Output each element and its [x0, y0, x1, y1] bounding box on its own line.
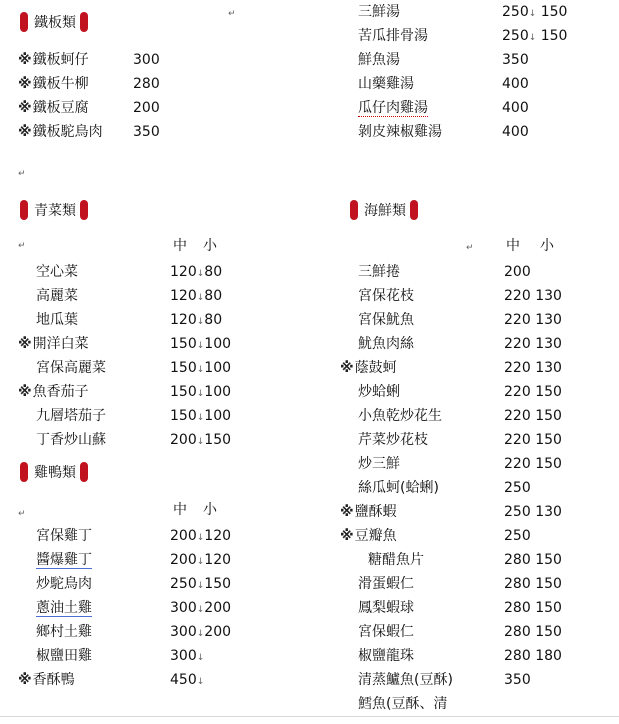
- list-item: [36, 310, 78, 330]
- list-item: [18, 670, 75, 690]
- column-header-mid: 中: [173, 238, 187, 254]
- star-icon: ※: [18, 52, 32, 68]
- section-header-vegetables: [22, 198, 86, 222]
- list-item: [358, 574, 414, 594]
- dish-price: 200↓120: [170, 552, 232, 568]
- list-item: [340, 358, 397, 378]
- star-icon: ※: [340, 504, 354, 520]
- list-item: [358, 646, 414, 666]
- dish-name: 椒鹽田雞: [36, 648, 92, 664]
- dish-name: 三鮮湯: [358, 4, 400, 20]
- list-item: [358, 430, 428, 450]
- dish-name: 三鮮捲: [358, 264, 400, 280]
- dish-name: 剝皮辣椒雞湯: [358, 124, 442, 140]
- dish-name: 香酥鴨: [32, 672, 75, 688]
- dish-name: 九層塔茄子: [36, 408, 106, 424]
- dish-price: 350: [504, 672, 531, 688]
- section-header-teppanyaki: [22, 10, 86, 34]
- section-title: 鐵板類: [30, 12, 80, 32]
- dish-name: 高麗菜: [36, 288, 78, 304]
- section-title: 海鮮類: [360, 200, 410, 220]
- dish-name: 清蒸鱸魚(豆酥): [358, 672, 453, 688]
- dish-price: 280 150: [504, 600, 562, 616]
- dish-price: 250↓150: [170, 576, 232, 592]
- list-item: [358, 478, 439, 498]
- dish-name: 小魚乾炒花生: [358, 408, 442, 424]
- list-item: [340, 502, 397, 522]
- column-header-mid: 中: [173, 502, 187, 518]
- dish-price: 300↓200: [170, 624, 232, 640]
- list-item: [358, 382, 400, 402]
- dish-price: 150↓100: [170, 336, 232, 352]
- dish-price: 200: [504, 264, 531, 280]
- list-item: [358, 406, 442, 426]
- dish-price: 220 130: [504, 336, 562, 352]
- list-item: [358, 74, 414, 94]
- list-item: [36, 286, 78, 306]
- dish-price: 280 150: [504, 576, 562, 592]
- list-item: [358, 454, 400, 474]
- dish-price: 400: [502, 124, 529, 140]
- star-icon: ※: [18, 672, 32, 688]
- dish-name: 鮮魚湯: [358, 52, 400, 68]
- list-item: [18, 382, 89, 402]
- dish-name: 醬爆雞丁: [36, 552, 92, 568]
- para-mark: ↵: [228, 9, 236, 19]
- column-header-small: 小: [203, 238, 217, 254]
- dish-name: 宮保魷魚: [358, 312, 414, 328]
- dish-price: 450↓: [170, 672, 205, 688]
- dish-price: 200↓120: [170, 528, 232, 544]
- dish-price: 280 180: [504, 648, 562, 664]
- star-icon: ※: [340, 528, 354, 544]
- list-item: [358, 598, 414, 618]
- page-bottom-rule: [0, 716, 619, 717]
- star-icon: ※: [18, 336, 32, 352]
- section-header-poultry: [22, 460, 86, 484]
- list-item: [36, 598, 92, 618]
- list-item: [358, 262, 400, 282]
- dish-name: 魷魚肉絲: [358, 336, 414, 352]
- para-mark: ↵: [18, 509, 26, 519]
- list-item: [368, 550, 424, 570]
- dish-name: 苦瓜排骨湯: [358, 28, 428, 44]
- list-item: [358, 310, 414, 330]
- dish-price: 250↓ 150: [502, 28, 568, 44]
- list-item: [36, 526, 92, 546]
- dish-price: 120↓80: [170, 264, 223, 280]
- dish-name: 宮保雞丁: [36, 528, 92, 544]
- dish-price: 350: [133, 124, 160, 140]
- dish-price: 280: [133, 76, 160, 92]
- dish-price: 150↓100: [170, 408, 232, 424]
- dish-price: 350: [502, 52, 529, 68]
- dish-name: 鐵板蚵仔: [32, 52, 89, 68]
- dish-name: 山藥雞湯: [358, 76, 414, 92]
- dish-price: 300: [133, 52, 160, 68]
- dish-price: 250↓ 150: [502, 4, 568, 20]
- list-item: [18, 74, 89, 94]
- para-mark: ↵: [18, 241, 26, 251]
- list-item: [36, 646, 92, 666]
- dish-name: 豆瓣魚: [354, 528, 397, 544]
- section-pill: [22, 11, 86, 33]
- dish-price: 220 130: [504, 360, 562, 376]
- section-title: 青菜類: [30, 200, 80, 220]
- dish-price: 220 130: [504, 288, 562, 304]
- dish-price: 120↓80: [170, 312, 223, 328]
- star-icon: ※: [18, 384, 32, 400]
- list-item: [18, 98, 89, 118]
- dish-price: 220 150: [504, 456, 562, 472]
- list-item: [358, 2, 400, 22]
- dish-price: 300↓: [170, 648, 205, 664]
- list-item: [36, 430, 106, 450]
- list-item: [358, 286, 414, 306]
- star-icon: ※: [340, 360, 354, 376]
- section-pill: [352, 199, 416, 221]
- dish-name: 滑蛋蝦仁: [358, 576, 414, 592]
- dish-price: 120↓80: [170, 288, 223, 304]
- list-item: [358, 26, 428, 46]
- dish-name: 鐵板駝鳥肉: [32, 124, 103, 140]
- dish-price: 280 150: [504, 624, 562, 640]
- dish-name: 鐵板牛柳: [32, 76, 89, 92]
- para-mark: ↵: [466, 243, 474, 253]
- dish-name: 糖醋魚片: [368, 552, 424, 568]
- dish-price: 220 150: [504, 408, 562, 424]
- dish-price: 220 150: [504, 384, 562, 400]
- dish-name: 蔥油土雞: [36, 600, 92, 616]
- dish-name: 炒駝鳥肉: [36, 576, 92, 592]
- dish-price: 200↓150: [170, 432, 232, 448]
- list-item: [358, 334, 414, 354]
- star-icon: ※: [18, 100, 32, 116]
- list-item: [36, 358, 106, 378]
- list-item: [358, 122, 442, 142]
- star-icon: ※: [18, 76, 32, 92]
- dish-name: 蔭鼓蚵: [354, 360, 397, 376]
- list-item: [358, 98, 428, 118]
- dish-name: 鹽酥蝦: [354, 504, 397, 520]
- dish-name: 絲瓜蚵(蛤蜊): [358, 480, 439, 496]
- dish-price: 200: [133, 100, 160, 116]
- list-item: [18, 334, 89, 354]
- dish-name: 空心菜: [36, 264, 78, 280]
- dish-name: 芹菜炒花枝: [358, 432, 428, 448]
- dish-name: 鳳梨蝦球: [358, 600, 414, 616]
- dish-name: 丁香炒山蘇: [36, 432, 106, 448]
- dish-name: 魚香茄子: [32, 384, 89, 400]
- para-mark: ↵: [18, 169, 26, 179]
- dish-name: 鱈魚(豆酥、清: [358, 696, 448, 712]
- column-header-mid: 中: [506, 238, 520, 254]
- dish-name: 鄉村土雞: [36, 624, 92, 640]
- dish-name: 地瓜葉: [36, 312, 78, 328]
- dish-price: 150↓100: [170, 360, 232, 376]
- list-item: [36, 550, 92, 570]
- list-item: [36, 262, 78, 282]
- list-item: [36, 574, 92, 594]
- dish-price: 280 150: [504, 552, 562, 568]
- dish-name: 宮保蝦仁: [358, 624, 414, 640]
- dish-price: 400: [502, 100, 529, 116]
- section-pill: [22, 461, 86, 483]
- dish-price: 220 130: [504, 312, 562, 328]
- dish-name: 炒蛤蜊: [358, 384, 400, 400]
- list-item: [36, 406, 106, 426]
- column-header-small: 小: [203, 502, 217, 518]
- dish-name: 炒三鮮: [358, 456, 400, 472]
- section-header-seafood: [352, 198, 416, 222]
- dish-price: 300↓200: [170, 600, 232, 616]
- dish-name: 椒鹽龍珠: [358, 648, 414, 664]
- dish-name: 宮保高麗菜: [36, 360, 106, 376]
- dish-price: 250: [504, 480, 531, 496]
- star-icon: ※: [18, 124, 32, 140]
- list-item: [36, 622, 92, 642]
- dish-price: 250 130: [504, 504, 562, 520]
- dish-price: 250: [504, 528, 531, 544]
- list-item: [358, 50, 400, 70]
- section-title: 雞鴨類: [30, 462, 80, 482]
- dish-name: 瓜仔肉雞湯: [358, 100, 428, 116]
- column-header-small: 小: [540, 238, 554, 254]
- dish-price: 220 150: [504, 432, 562, 448]
- section-pill: [22, 199, 86, 221]
- list-item: [358, 670, 453, 690]
- list-item: [358, 622, 414, 642]
- list-item: [340, 526, 397, 546]
- dish-price: 400: [502, 76, 529, 92]
- dish-name: 開洋白菜: [32, 336, 89, 352]
- list-item: [18, 50, 89, 70]
- dish-name: 宮保花枝: [358, 288, 414, 304]
- list-item: [18, 122, 103, 142]
- list-item: [358, 694, 447, 714]
- dish-name: 鐵板豆腐: [32, 100, 89, 116]
- dish-price: 150↓100: [170, 384, 232, 400]
